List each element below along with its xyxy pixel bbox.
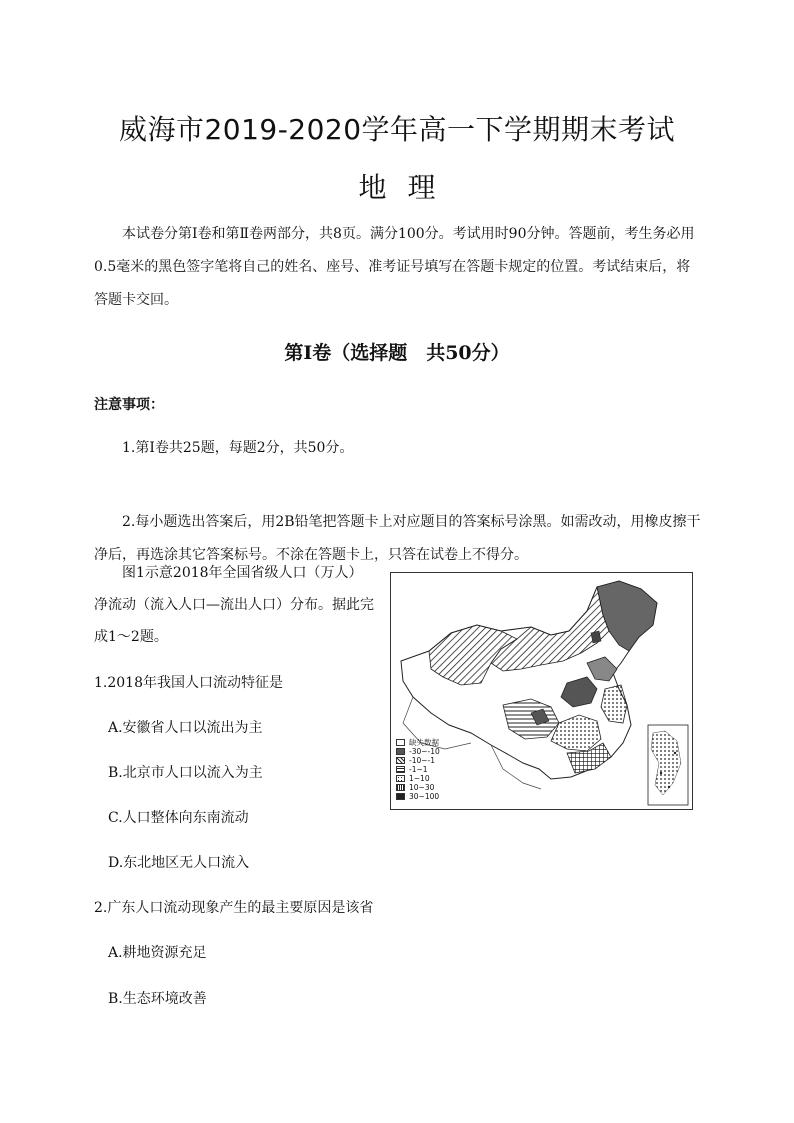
question-1-option-a: A.安徽省人口以流出为主 (108, 720, 263, 736)
exam-subject: 地 理 (358, 171, 436, 204)
exam-instructions: 本试卷分第Ⅰ卷和第Ⅱ卷两部分，共8页。满分100分。考试用时90分钟。答题前，考生务必用0.5毫米的黑色签字笔将自己的姓名、座号、准考证号填写在答题卡规定的位置。考试结束后，将答题卡交回。 (94, 226, 695, 308)
legend-item: 缺失数据 (396, 738, 440, 747)
legend-item: 1~10 (396, 774, 440, 783)
question-2-option-b: B.生态环境改善 (108, 991, 207, 1007)
figure-question-stem: 图1示意2018年全国省级人口（万人）净流动（流入人口—流出人口）分布。据此完成1～2题。 (94, 565, 374, 645)
notes-heading: 注意事项： (94, 397, 164, 413)
legend-item: -30~-10 (396, 747, 440, 756)
legend-item: -10~-1 (396, 756, 440, 765)
note-item-1: 1.第Ⅰ卷共25题，每题2分，共50分。 (122, 440, 354, 456)
question-1-option-d: D.东北地区无人口流入 (108, 855, 250, 871)
question-2-stem: 2.广东人口流动现象产生的最主要原因是该省 (94, 900, 374, 916)
exam-title: 威海市2019-2020学年高一下学期期末考试 (118, 113, 676, 146)
question-1-option-c: C.人口整体向东南流动 (108, 810, 249, 826)
note-item-2: 2.每小题选出答案后，用2B铅笔把答题卡上对应题目的答案标号涂黑。如需改动，用橡皮擦干净后，再选涂其它答案标号。不涂在答题卡上，只答在试卷上不得分。 (94, 514, 701, 563)
legend-item: 10~30 (396, 783, 440, 792)
population-flow-map (390, 572, 693, 810)
map-legend (396, 738, 440, 801)
legend-item: -1~1 (396, 765, 440, 774)
legend-item: 30~100 (396, 792, 440, 801)
question-1-option-b: B.北京市人口以流入为主 (108, 765, 263, 781)
question-2-option-a: A.耕地资源充足 (108, 945, 207, 961)
section-heading: 第Ⅰ卷（选择题 共50分） (284, 342, 510, 364)
question-1-stem: 1.2018年我国人口流动特征是 (94, 675, 283, 691)
